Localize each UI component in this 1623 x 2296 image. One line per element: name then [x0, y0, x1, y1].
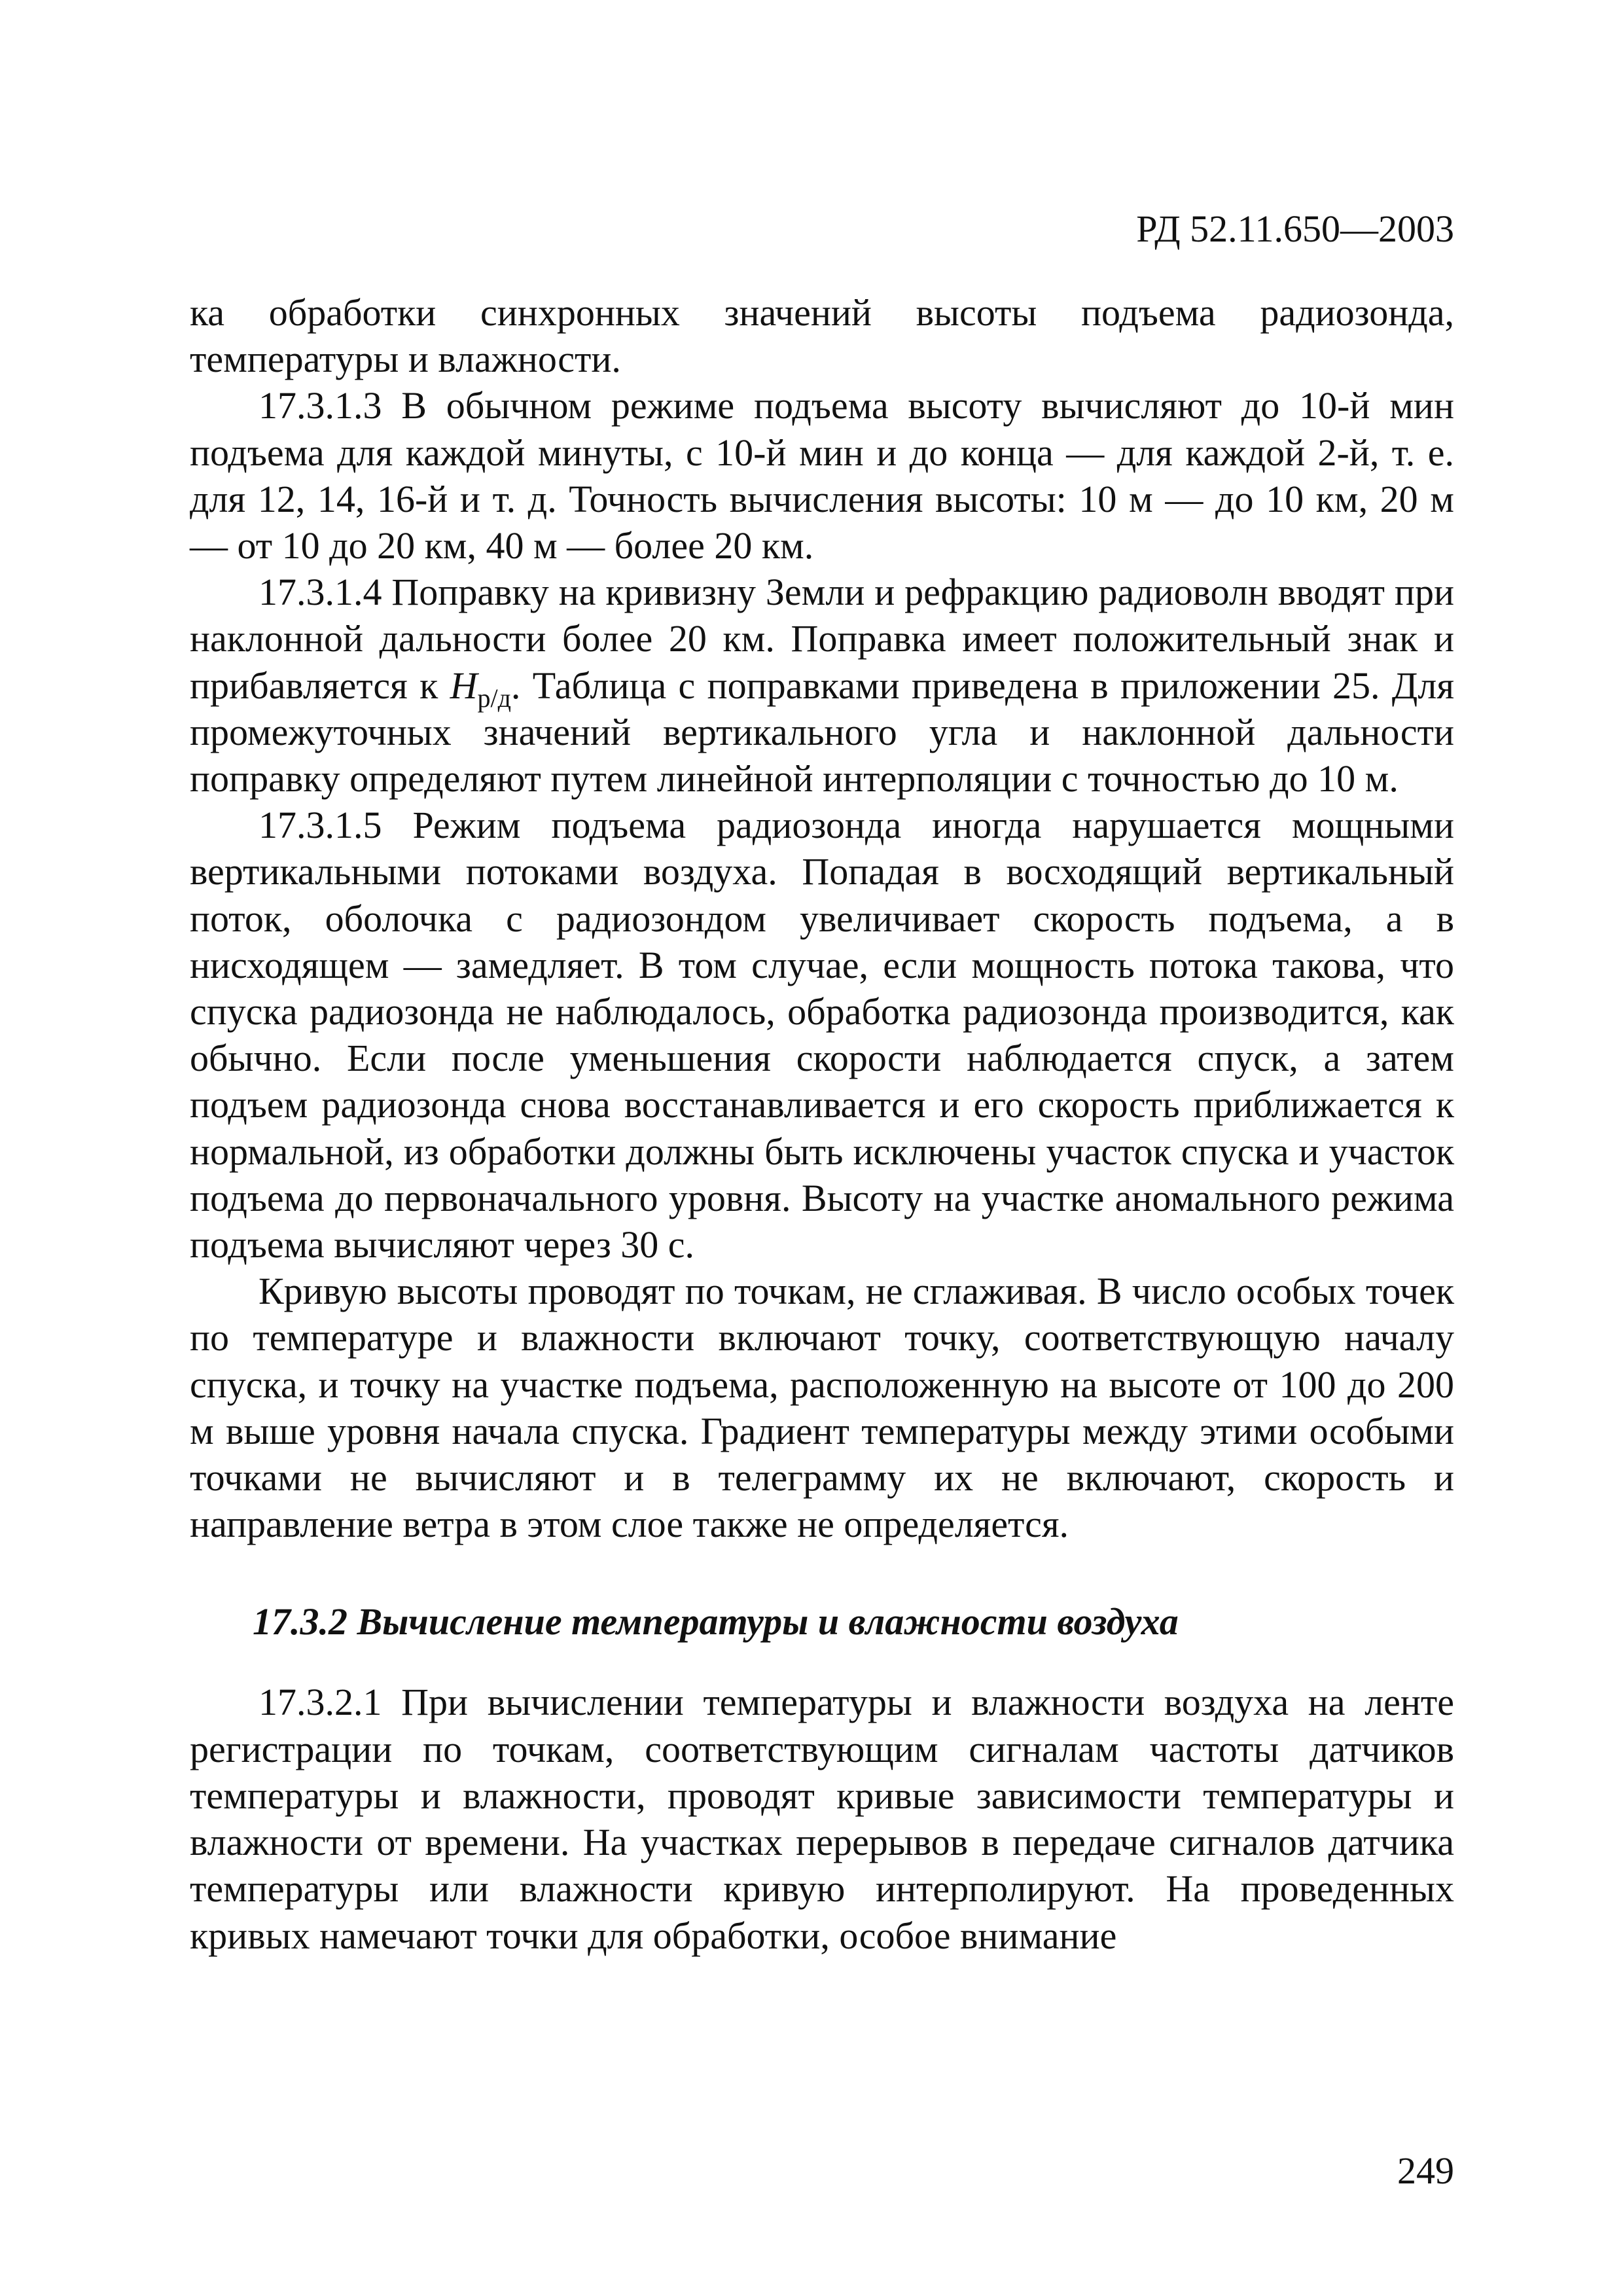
paragraph-17-3-1-4	[190, 569, 1454, 802]
paragraph-17-3-1-4-text-start: 17.3.1.4 Поправку на кривизну Земли и рефракцию радиоволн вводят при наклонной дальности более 20 км. Поправка имеет положительный знак и прибавляется к	[190, 571, 1454, 707]
height-symbol: H	[450, 664, 478, 707]
paragraph-continuation: ка обработки синхронных значений высоты подъема радиозонда, температуры и влажности.	[190, 291, 1454, 381]
page-number: 249	[1397, 2149, 1454, 2192]
height-subscript: р/д	[477, 683, 511, 713]
paragraph-17-3-1-3: 17.3.1.3 В обычном режиме подъема высоту вычисляют до 10-й мин подъема для каждой минуты, с 10-й мин и до конца — для каждой 2-й, т. е. для 12, 14, 16-й и т. д. Точность вычисления высоты: 10 м — до 10 км, 20 м — от 10 до 20 км, 40 м — более 20 км.	[190, 384, 1454, 567]
paragraph-17-3-1-4-text-end: . Таблица с поправками приведена в приложении 25. Для промежуточных значений вертикального угла и наклонной дальности поправку определяют путем линейной интерполяции с точностью до 10 м.	[190, 664, 1454, 800]
paragraph-17-3-2-1: 17.3.2.1 При вычислении температуры и влажности воздуха на ленте регистрации по точкам, соответствующим сигналам частоты датчиков температуры и влажности, проводят кривые зависимости температуры и влажности от времени. На участках перерывов в передаче сигналов датчика температуры или влажности кривую интерполируют. На проведенных кривых намечают точки для обработки, особое внимание	[190, 1681, 1454, 1957]
paragraph-height-curve: Кривую высоты проводят по точкам, не сглаживая. В число особых точек по температуре и влажности включают точку, соответствующую началу спуска, и точку на участке подъема, расположенную на высоте от 100 до 200 м выше уровня начала спуска. Градиент температуры между этими особыми точками не вычисляют и в телеграмму их не включают, скорость и направление ветра в этом слое также не определяется.	[190, 1270, 1454, 1546]
paragraph-17-3-1-5: 17.3.1.5 Режим подъема радиозонда иногда нарушается мощными вертикальными потоками воздуха. Попадая в восходящий вертикальный поток, оболочка с радиозондом увеличивает скорость подъема, а в нисходящем — замедляет. В том случае, если мощность потока такова, что спуска радиозонда не наблюдалось, обработка радиозонда производится, как обычно. Если после уменьшения скорости наблюдается спуск, а затем подъем радиозонда снова восстанавливается и его скорость приближается к нормальной, из обработки должны быть исключены участок спуска и участок подъема до первоначального уровня. Высоту на участке аномального режима подъема вычисляют через 30 с.	[190, 804, 1454, 1266]
section-heading-17-3-2: 17.3.2 Вычисление температуры и влажности воздуха	[253, 1600, 1179, 1643]
document-code-header: РД 52.11.650—2003	[1136, 207, 1454, 250]
document-body	[190, 289, 1454, 1959]
